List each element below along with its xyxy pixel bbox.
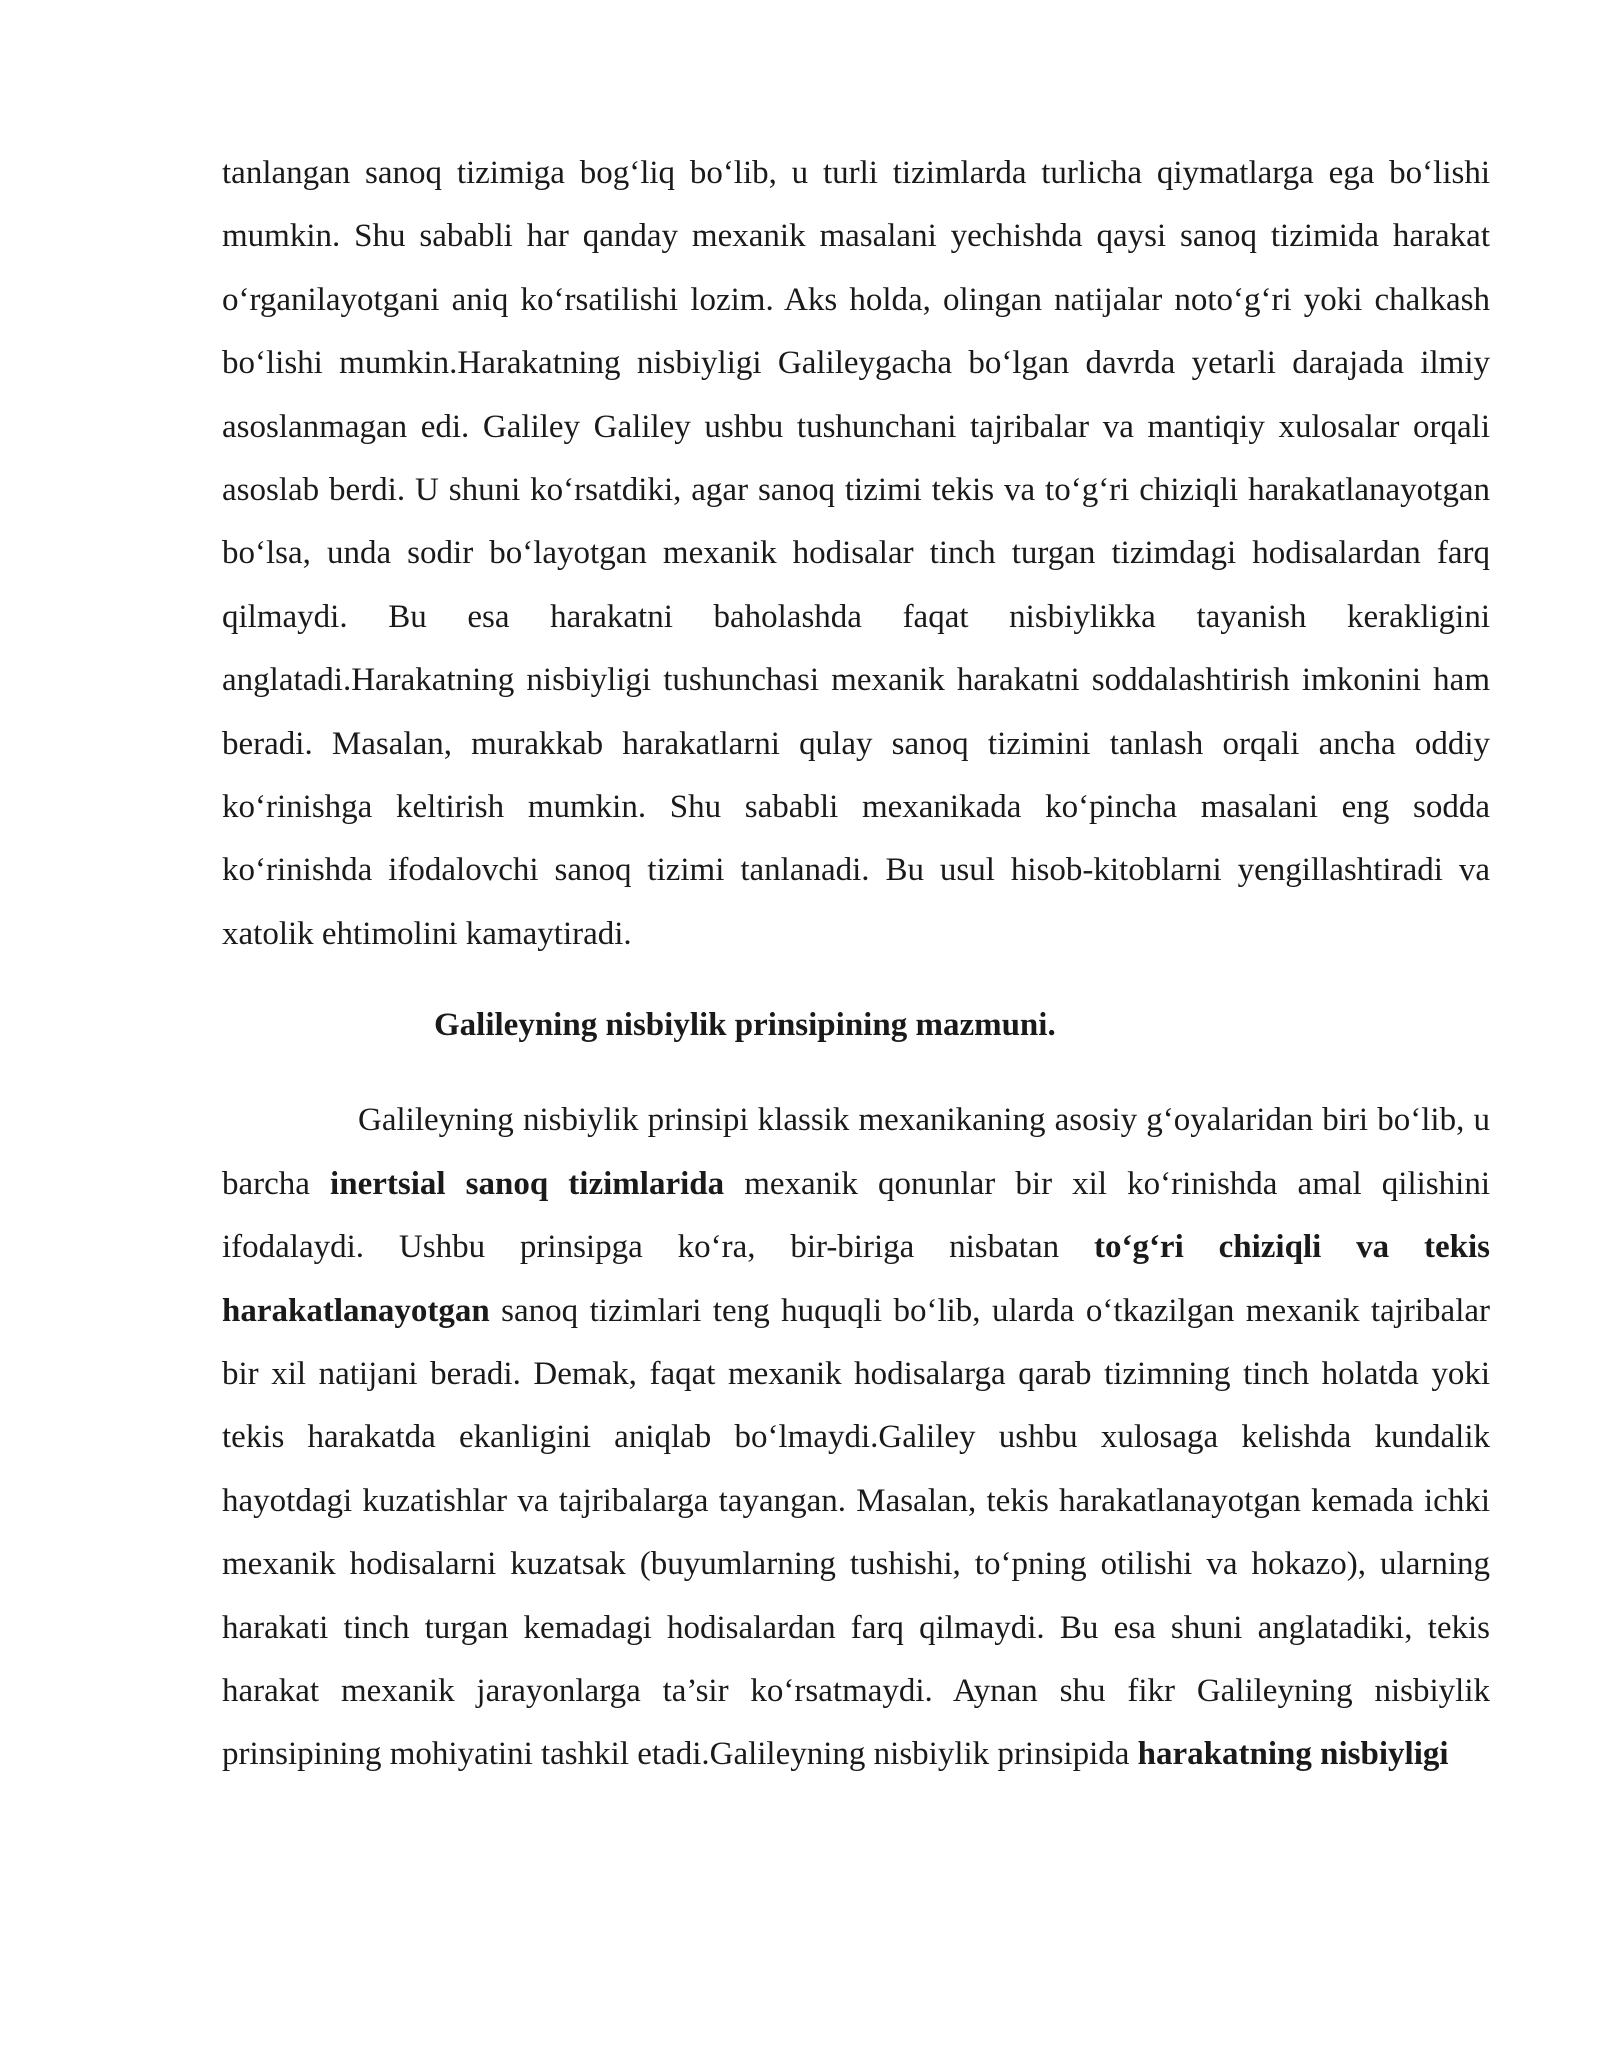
paragraph-2-text-2: mexanik qonunlar bir xil ko‘rinishda amal qilishini ifodalaydi. Ushbu prinsipga ko‘ra, bir-biriga nisbatan [222,1165,1490,1266]
paragraph-2-text-1: Galileyning nisbiylik prinsipi klassik mexanikaning asosiy g‘oyalaridan biri bo‘lib, u barcha [222,1102,1490,1202]
bold-term-relativity-of-motion: harakatning nisbiyligi [1137,1736,1449,1773]
bold-term-uniform-motion: to‘g‘ri chiziqli va tekis harakatlanayotgan [222,1229,1490,1329]
section-heading: Galileyning nisbiylik prinsipining mazmuni. [434,1007,1056,1044]
paragraph-2 [222,1089,1490,1786]
paragraph-2-text-3: sanoq tizimlari teng huquqli bo‘lib, ularda o‘tkazilgan mexanik tajribalar bir xil natijani beradi. Demak, faqat mexanik hodisalarga qarab tizimning tinch holatda yoki tekis harakatda ekanligini aniqlab bo‘lmaydi.Galiley ushbu xulosaga kelishda kundalik hayotdagi kuzatishlar va tajribalarga tayangan. Masalan, tekis harakatlanayotgan kemada ichki mexanik hodisalarni kuzatsak (buyumlarning tushishi, to‘pning otilishi va hokazo), ularning harakati tinch turgan kemadagi hodisalardan farq qilmaydi. Bu esa shuni anglatadiki, tekis harakat mexanik jarayonlarga ta’sir ko‘rsatmaydi. Aynan shu fikr Galileyning nisbiylik prinsipining mohiyatini tashkil etadi.Galileyning nisbiylik prinsipida [222,1292,1490,1773]
document-body [222,142,1490,1787]
bold-term-inertial-frames: inertsial sanoq tizimlarida [330,1165,725,1202]
paragraph-1: tanlangan sanoq tizimiga bog‘liq bo‘lib, u turli tizimlarda turlicha qiymatlarga ega bo‘lishi mumkin. Shu sababli har qanday mexanik masalani yechishda qaysi sanoq tizimida harakat o‘rganilayotgani aniq ko‘rsatilishi lozim. Aks holda, olingan natijalar noto‘g‘ri yoki chalkash bo‘lishi mumkin.Harakatning nisbiyligi Galileygacha bo‘lgan davrda yetarli darajada ilmiy asoslanmagan edi. Galiley Galiley ushbu tushunchani tajribalar va mantiqiy xulosalar orqali asoslab berdi. U shuni ko‘rsatdiki, agar sanoq tizimi tekis va to‘g‘ri chiziqli harakatlanayotgan bo‘lsa, unda sodir bo‘layotgan mexanik hodisalar tinch turgan tizimdagi hodisalardan farq qilmaydi. Bu esa harakatni baholashda faqat nisbiylikka tayanish kerakligini anglatadi.Harakatning nisbiyligi tushunchasi mexanik harakatni soddalashtirish imkonini ham beradi. Masalan, murakkab harakatlarni qulay sanoq tizimini tanlash orqali ancha oddiy ko‘rinishga keltirish mumkin. Shu sababli mexanikada ko‘pincha masalani eng sodda ko‘rinishda ifodalovchi sanoq tizimi tanlanadi. Bu usul hisob-kitoblarni yengillashtiradi va xatolik ehtimolini kamaytiradi. [222,155,1490,952]
